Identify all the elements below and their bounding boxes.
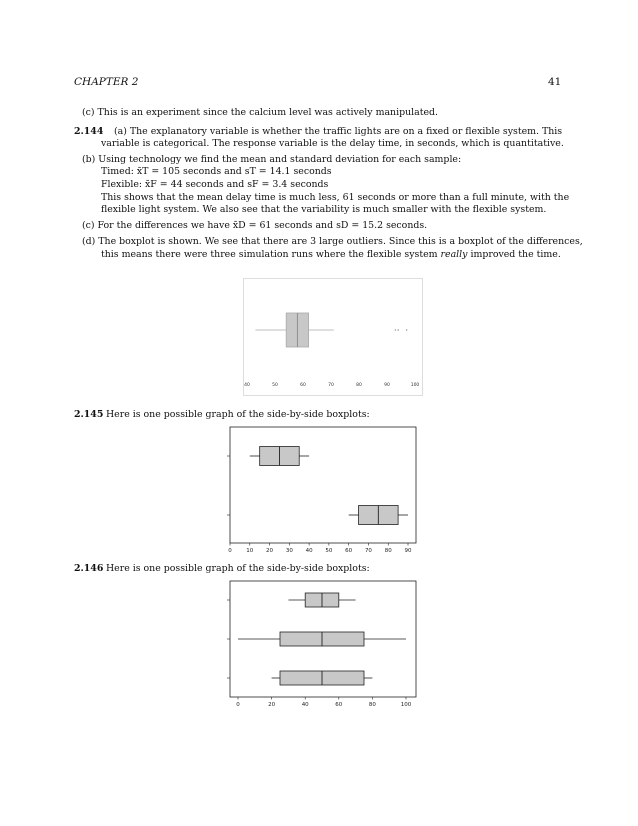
x-tick-label: 20 [266, 548, 274, 554]
x-tick-label: 80 [356, 383, 362, 388]
answer-b-explanation-cont: flexible light system. We also see that the variability is much smaller with the flexible system. [101, 204, 547, 215]
answer-d-part1: this means there were three simulation runs where the flexible system [101, 249, 441, 260]
problem-2-146-text: Here is one possible graph of the side-by-side boxplots: [106, 563, 370, 574]
answer-b-explanation: This shows that the mean delay time is much less, 61 seconds or more than a full minute, with the [101, 192, 570, 203]
plot-outer-border [244, 279, 423, 396]
answer-b-intro: (b) Using technology we find the mean and standard deviation for each sample: [82, 154, 462, 165]
answer-d-part2: improved the time. [467, 249, 561, 260]
x-tick-label: 0 [228, 548, 232, 554]
x-tick-label: 70 [328, 383, 334, 388]
x-tick-label: 40 [244, 383, 250, 388]
answer-d-emphasis: really [440, 249, 468, 260]
x-tick-label: 50 [325, 548, 333, 554]
side-by-side-boxplot-abc [220, 580, 420, 712]
problem-number-2-144: 2.144 [74, 126, 104, 137]
outlier-point [397, 329, 399, 331]
problem-2-145-text: Here is one possible graph of the side-by-side boxplots: [106, 409, 370, 420]
x-tick-label: 100 [400, 702, 412, 708]
x-tick-label: 90 [384, 383, 390, 388]
x-tick-label: 30 [285, 548, 293, 554]
side-by-side-boxplot-ab-svg [220, 426, 420, 558]
answer-a-text-cont: variable is categorical. The response variable is the delay time, in seconds, which is quantitative. [101, 138, 564, 149]
answer-c-differences: (c) For the differences we have x̄D = 61 seconds and sD = 15.2 seconds. [82, 220, 428, 231]
x-tick-label: 40 [301, 702, 309, 708]
x-tick-label: 60 [345, 548, 353, 554]
x-tick-label: 80 [368, 702, 376, 708]
difference-boxplot [243, 278, 423, 396]
x-tick-label: 10 [246, 548, 254, 554]
chapter-heading: CHAPTER 2 [74, 76, 139, 88]
outlier-point [395, 329, 397, 331]
x-tick-label: 80 [384, 548, 392, 554]
problem-number-2-145: 2.145 [74, 409, 104, 420]
page-number: 41 [548, 76, 562, 88]
answer-b-timed: Timed: x̄T = 105 seconds and sT = 14.1 seconds [101, 166, 332, 177]
x-tick-label: 100 [410, 383, 420, 388]
answer-b-flexible: Flexible: x̄F = 44 seconds and sF = 3.4 seconds [101, 179, 329, 190]
outlier-point [406, 329, 408, 331]
answer-c-calcium: (c) This is an experiment since the calcium level was actively manipulated. [82, 107, 439, 118]
side-by-side-boxplot-ab [220, 426, 420, 558]
problem-number-2-146: 2.146 [74, 563, 104, 574]
x-tick-label: 40 [305, 548, 313, 554]
x-tick-label: 0 [236, 702, 240, 708]
difference-boxplot-svg [243, 278, 423, 396]
plot-frame [230, 427, 416, 543]
x-tick-label: 60 [335, 702, 343, 708]
answer-a-text: (a) The explanatory variable is whether the traffic lights are on a fixed or flexible system. This [114, 126, 563, 137]
answer-d-text: (d) The boxplot is shown. We see that there are 3 large outliers. Since this is a boxplot of the differences, [82, 236, 583, 247]
x-tick-label: 20 [268, 702, 276, 708]
side-by-side-boxplot-abc-svg [220, 580, 420, 712]
x-tick-label: 60 [300, 383, 306, 388]
x-tick-label: 50 [272, 383, 278, 388]
answer-d-text-cont [101, 249, 561, 261]
x-tick-label: 90 [404, 548, 412, 554]
x-tick-label: 70 [364, 548, 372, 554]
